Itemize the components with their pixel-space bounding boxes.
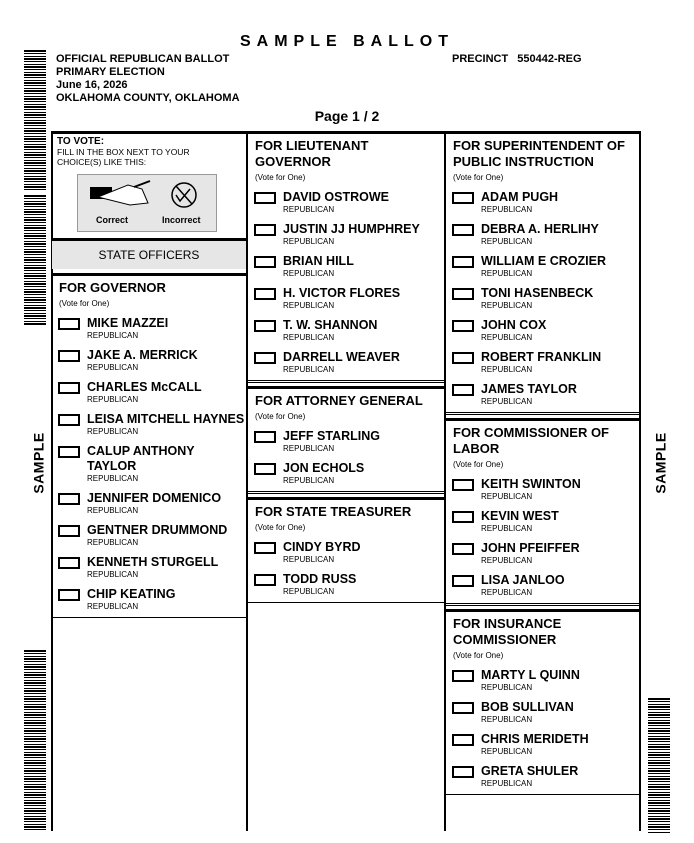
vote-oval-checkbox[interactable] bbox=[452, 224, 474, 236]
candidate-name: CHRIS MERIDETH bbox=[481, 732, 589, 746]
timing-mark-bottom-right bbox=[648, 698, 670, 833]
candidate-name: LISA JANLOO bbox=[481, 573, 565, 587]
candidate-name: LEISA MITCHELL HAYNES bbox=[87, 412, 245, 426]
candidate-party: REPUBLICAN bbox=[87, 602, 139, 611]
vote-oval-checkbox[interactable] bbox=[452, 734, 474, 746]
candidate-row[interactable] bbox=[446, 190, 639, 214]
vote-oval-checkbox[interactable] bbox=[254, 463, 276, 475]
candidate-row[interactable] bbox=[446, 764, 639, 788]
vote-oval-checkbox[interactable] bbox=[58, 493, 80, 505]
vote-oval-checkbox[interactable] bbox=[254, 192, 276, 204]
candidate-row[interactable] bbox=[248, 222, 444, 246]
candidate-row[interactable] bbox=[446, 350, 639, 374]
side-label-left: SAMPLE bbox=[30, 432, 47, 494]
vote-oval-checkbox[interactable] bbox=[452, 479, 474, 491]
vote-oval-checkbox[interactable] bbox=[452, 320, 474, 332]
vote-oval-checkbox[interactable] bbox=[58, 557, 80, 569]
instructions-text: FILL IN THE BOX NEXT TO YOUR CHOICE(S) LIKE THIS: bbox=[57, 147, 190, 167]
candidate-party: REPUBLICAN bbox=[481, 683, 533, 692]
candidate-row[interactable] bbox=[52, 380, 246, 404]
candidate-party: REPUBLICAN bbox=[481, 556, 533, 565]
candidate-row[interactable] bbox=[446, 222, 639, 246]
candidate-party: REPUBLICAN bbox=[481, 205, 533, 214]
ballot-header-info bbox=[56, 53, 240, 105]
candidate-party: REPUBLICAN bbox=[87, 538, 139, 547]
vote-oval-checkbox[interactable] bbox=[58, 414, 80, 426]
candidate-party: REPUBLICAN bbox=[87, 395, 139, 404]
candidate-party: REPUBLICAN bbox=[283, 301, 335, 310]
candidate-row[interactable] bbox=[52, 444, 246, 483]
office-title: FOR SUPERINTENDENT OF PUBLIC INSTRUCTION bbox=[453, 138, 625, 169]
vote-oval-checkbox[interactable] bbox=[58, 382, 80, 394]
vote-oval-checkbox[interactable] bbox=[452, 670, 474, 682]
candidate-party: REPUBLICAN bbox=[481, 779, 533, 788]
candidate-row[interactable] bbox=[52, 523, 246, 547]
candidate-name: JOHN PFEIFFER bbox=[481, 541, 580, 555]
candidate-party: REPUBLICAN bbox=[87, 363, 139, 372]
candidate-row[interactable] bbox=[52, 587, 246, 611]
ballot-title: SAMPLE BALLOT bbox=[240, 33, 454, 50]
side-label-right: SAMPLE bbox=[652, 432, 669, 494]
race-commissioner-of-labor bbox=[446, 418, 639, 606]
vote-oval-checkbox[interactable] bbox=[452, 511, 474, 523]
column-3 bbox=[446, 131, 639, 795]
candidate-party: REPUBLICAN bbox=[283, 333, 335, 342]
section-band-state-officers: STATE OFFICERS bbox=[52, 241, 246, 269]
vote-oval-checkbox[interactable] bbox=[58, 525, 80, 537]
candidate-name: JAKE A. MERRICK bbox=[87, 348, 198, 362]
candidate-row[interactable] bbox=[248, 429, 444, 453]
candidate-name: JAMES TAYLOR bbox=[481, 382, 577, 396]
candidate-row[interactable] bbox=[248, 350, 444, 374]
election-name: PRIMARY ELECTION bbox=[56, 66, 165, 78]
candidate-name: TONI HASENBECK bbox=[481, 286, 594, 300]
candidate-row[interactable] bbox=[446, 477, 639, 501]
candidate-name: GRETA SHULER bbox=[481, 764, 579, 778]
office-title: FOR STATE TREASURER bbox=[255, 504, 412, 519]
precinct-label: PRECINCT bbox=[452, 53, 509, 65]
office-title: FOR ATTORNEY GENERAL bbox=[255, 393, 423, 408]
candidate-party: REPUBLICAN bbox=[481, 237, 533, 246]
office-title: FOR COMMISSIONER OF LABOR bbox=[453, 425, 609, 456]
precinct-info bbox=[452, 53, 582, 65]
candidate-row[interactable] bbox=[248, 286, 444, 310]
vote-oval-checkbox[interactable] bbox=[254, 224, 276, 236]
candidate-name: ADAM PUGH bbox=[481, 190, 559, 204]
vote-oval-checkbox[interactable] bbox=[452, 192, 474, 204]
office-title: FOR GOVERNOR bbox=[59, 280, 166, 295]
candidate-name: CHARLES McCALL bbox=[87, 380, 202, 394]
candidate-row[interactable] bbox=[52, 316, 246, 340]
race-lt-governor bbox=[248, 131, 444, 383]
candidate-name: DAVID OSTROWE bbox=[283, 190, 390, 204]
candidate-row[interactable] bbox=[446, 541, 639, 565]
candidate-row[interactable] bbox=[446, 509, 639, 533]
vote-oval-checkbox[interactable] bbox=[254, 352, 276, 364]
vote-oval-checkbox[interactable] bbox=[452, 702, 474, 714]
vote-oval-checkbox[interactable] bbox=[452, 575, 474, 587]
marking-example bbox=[77, 174, 217, 232]
precinct-value: 550442-REG bbox=[517, 53, 582, 65]
candidate-name: BRIAN HILL bbox=[283, 254, 354, 268]
candidate-name: JOHN COX bbox=[481, 318, 547, 332]
candidate-row[interactable] bbox=[52, 555, 246, 579]
vote-oval-checkbox[interactable] bbox=[452, 352, 474, 364]
candidate-party: REPUBLICAN bbox=[481, 715, 533, 724]
vote-oval-checkbox[interactable] bbox=[452, 766, 474, 778]
candidate-row[interactable] bbox=[446, 286, 639, 310]
candidate-name: CINDY BYRD bbox=[283, 540, 361, 554]
candidate-party: REPUBLICAN bbox=[481, 365, 533, 374]
candidate-row[interactable] bbox=[446, 668, 639, 692]
candidate-party: REPUBLICAN bbox=[481, 269, 533, 278]
vote-oval-checkbox[interactable] bbox=[58, 589, 80, 601]
candidate-party: REPUBLICAN bbox=[87, 570, 139, 579]
candidate-row[interactable] bbox=[52, 491, 246, 515]
county-name: OKLAHOMA COUNTY, OKLAHOMA bbox=[56, 92, 240, 104]
timing-mark-bottom-left bbox=[24, 650, 46, 830]
timing-mark-top-left-2 bbox=[24, 195, 46, 325]
candidate-row[interactable] bbox=[446, 382, 639, 406]
candidate-name: JON ECHOLS bbox=[283, 461, 365, 475]
vote-instruction: (Vote for One) bbox=[453, 651, 504, 660]
column-2 bbox=[248, 131, 444, 603]
timing-mark-top-left bbox=[24, 50, 46, 190]
candidate-name: CHIP KEATING bbox=[87, 587, 176, 601]
candidate-party: REPUBLICAN bbox=[87, 474, 139, 483]
race-superintendent bbox=[446, 131, 639, 415]
candidate-name: KEVIN WEST bbox=[481, 509, 559, 523]
candidate-name: KENNETH STURGELL bbox=[87, 555, 219, 569]
candidate-name: MIKE MAZZEI bbox=[87, 316, 169, 330]
candidate-row[interactable] bbox=[248, 540, 444, 564]
candidate-party: REPUBLICAN bbox=[283, 587, 335, 596]
vote-oval-checkbox[interactable] bbox=[452, 384, 474, 396]
candidate-name: WILLIAM E CROZIER bbox=[481, 254, 606, 268]
vote-instruction: (Vote for One) bbox=[255, 523, 306, 532]
election-date: June 16, 2026 bbox=[56, 79, 128, 91]
candidate-party: REPUBLICAN bbox=[283, 205, 335, 214]
incorrect-label: Incorrect bbox=[162, 215, 201, 225]
candidate-row[interactable] bbox=[248, 461, 444, 485]
office-title: FOR INSURANCE COMMISSIONER bbox=[453, 616, 562, 647]
candidate-name: TODD RUSS bbox=[283, 572, 357, 586]
race-state-treasurer bbox=[248, 497, 444, 603]
candidate-name: JENNIFER DOMENICO bbox=[87, 491, 222, 505]
vote-oval-checkbox[interactable] bbox=[58, 446, 80, 458]
candidate-party: REPUBLICAN bbox=[283, 269, 335, 278]
candidate-party: REPUBLICAN bbox=[481, 333, 533, 342]
office-title: FOR LIEUTENANT GOVERNOR bbox=[255, 138, 369, 169]
candidate-row[interactable] bbox=[446, 573, 639, 597]
candidate-name: BOB SULLIVAN bbox=[481, 700, 574, 714]
vote-oval-checkbox[interactable] bbox=[254, 256, 276, 268]
candidate-row[interactable] bbox=[446, 318, 639, 342]
instructions-box bbox=[52, 131, 246, 234]
candidate-row[interactable] bbox=[248, 254, 444, 278]
candidate-row[interactable] bbox=[52, 348, 246, 372]
correct-label: Correct bbox=[96, 215, 129, 225]
candidate-row[interactable] bbox=[446, 732, 639, 756]
candidate-row[interactable] bbox=[248, 190, 444, 214]
candidate-name: DARRELL WEAVER bbox=[283, 350, 400, 364]
page-number: Page 1 / 2 bbox=[314, 108, 380, 124]
candidate-row[interactable] bbox=[446, 254, 639, 278]
candidate-name: KEITH SWINTON bbox=[481, 477, 581, 491]
vote-oval-checkbox[interactable] bbox=[58, 350, 80, 362]
race-insurance-commissioner bbox=[446, 609, 639, 795]
candidate-name: ROBERT FRANKLIN bbox=[481, 350, 602, 364]
vote-oval-checkbox[interactable] bbox=[254, 574, 276, 586]
candidate-party: REPUBLICAN bbox=[481, 524, 533, 533]
vote-instruction: (Vote for One) bbox=[255, 412, 306, 421]
candidate-row[interactable] bbox=[446, 700, 639, 724]
candidate-name: GENTNER DRUMMOND bbox=[87, 523, 228, 537]
ballot-type: OFFICIAL REPUBLICAN BALLOT bbox=[56, 53, 230, 65]
vote-instruction: (Vote for One) bbox=[453, 173, 504, 182]
vote-oval-checkbox[interactable] bbox=[58, 318, 80, 330]
candidate-party: REPUBLICAN bbox=[87, 506, 139, 515]
candidate-name: JEFF STARLING bbox=[283, 429, 380, 443]
candidate-party: REPUBLICAN bbox=[481, 588, 533, 597]
vote-oval-checkbox[interactable] bbox=[452, 288, 474, 300]
candidate-party: REPUBLICAN bbox=[87, 427, 139, 436]
vote-oval-checkbox[interactable] bbox=[254, 320, 276, 332]
vote-oval-checkbox[interactable] bbox=[254, 542, 276, 554]
race-governor bbox=[52, 273, 246, 618]
vote-instruction: (Vote for One) bbox=[255, 173, 306, 182]
candidate-name: MARTY L QUINN bbox=[481, 668, 580, 682]
race-attorney-general bbox=[248, 386, 444, 494]
candidate-party: REPUBLICAN bbox=[87, 331, 139, 340]
candidate-row[interactable] bbox=[248, 572, 444, 596]
candidate-party: REPUBLICAN bbox=[481, 492, 533, 501]
vote-instruction: (Vote for One) bbox=[453, 460, 504, 469]
candidate-name: T. W. SHANNON bbox=[283, 318, 378, 332]
candidate-name: CALUP ANTHONY TAYLOR bbox=[87, 444, 195, 473]
column-divider-right bbox=[639, 131, 641, 831]
candidate-party: REPUBLICAN bbox=[283, 555, 335, 564]
candidate-party: REPUBLICAN bbox=[481, 747, 533, 756]
vote-oval-checkbox[interactable] bbox=[254, 288, 276, 300]
candidate-row[interactable] bbox=[248, 318, 444, 342]
candidate-party: REPUBLICAN bbox=[481, 397, 533, 406]
instructions-heading: TO VOTE: bbox=[57, 136, 105, 147]
candidate-name: DEBRA A. HERLIHY bbox=[481, 222, 599, 236]
vote-oval-checkbox[interactable] bbox=[452, 256, 474, 268]
candidate-party: REPUBLICAN bbox=[283, 444, 335, 453]
candidate-party: REPUBLICAN bbox=[283, 365, 335, 374]
vote-oval-checkbox[interactable] bbox=[452, 543, 474, 555]
candidate-party: REPUBLICAN bbox=[481, 301, 533, 310]
candidate-party: REPUBLICAN bbox=[283, 237, 335, 246]
candidate-party: REPUBLICAN bbox=[283, 476, 335, 485]
candidate-row[interactable] bbox=[52, 412, 246, 436]
vote-instruction: (Vote for One) bbox=[59, 299, 110, 308]
column-1 bbox=[52, 131, 246, 618]
candidate-name: H. VICTOR FLORES bbox=[283, 286, 401, 300]
candidate-name: JUSTIN JJ HUMPHREY bbox=[283, 222, 420, 236]
vote-oval-checkbox[interactable] bbox=[254, 431, 276, 443]
